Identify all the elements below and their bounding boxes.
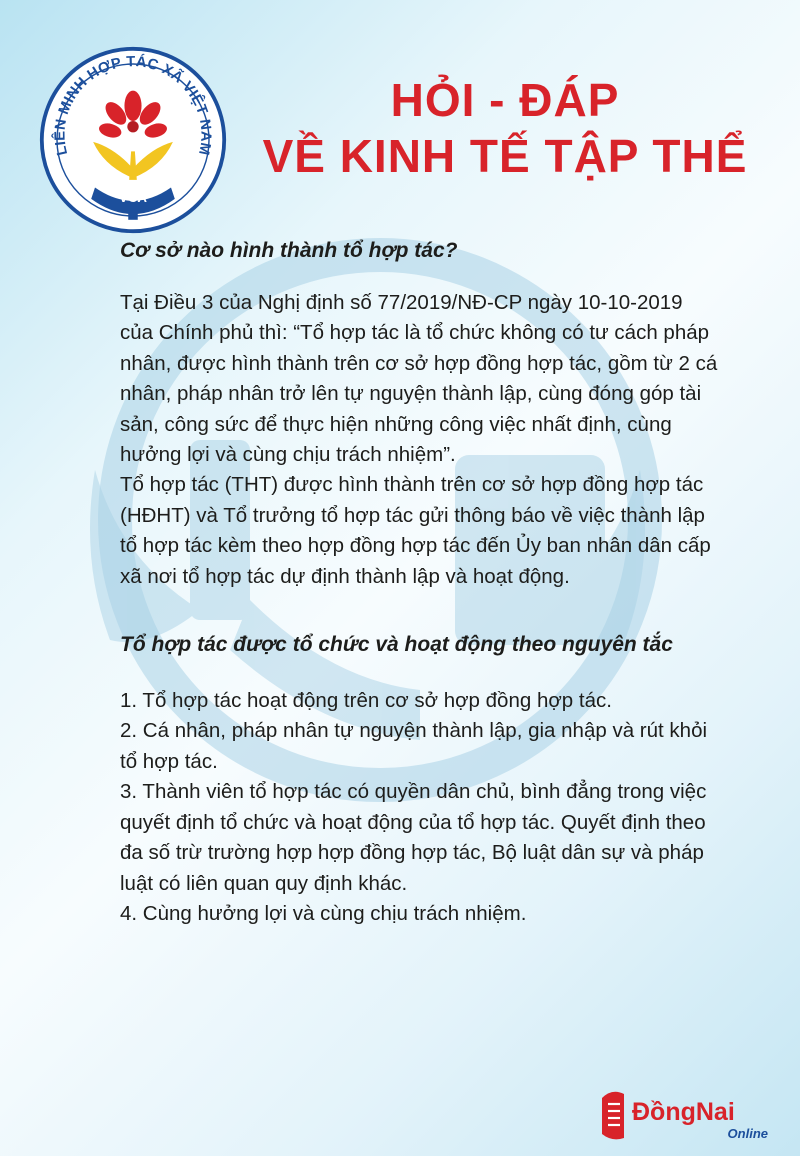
title-line-1: HỎI - ĐÁP: [390, 74, 620, 126]
brand-name: ĐồngNai: [632, 1098, 735, 1126]
logo-ring-text: LIÊN MINH HỢP TÁC XÃ VIỆT NAM: [52, 54, 214, 157]
brand-mark-icon: [602, 1092, 624, 1140]
answer-1-paragraph-2: Tổ hợp tác (THT) được hình thành trên cơ sở hợp đồng hợp tác (HĐHT) và Tổ trưởng tổ hợp tác gửi thông báo về việc thành lập tổ hợp tác kèm theo hợp đồng hợp tác đến Ủy ban nhân dân cấp xã nơi tổ hợp tác dự định thành lập và hoạt động.: [120, 473, 711, 588]
question-1: Cơ sở nào hình thành tổ hợp tác?: [120, 239, 458, 262]
page-title: [245, 72, 765, 184]
principle-item-4: 4. Cùng hưởng lợi và cùng chịu trách nhiệm.: [120, 901, 527, 925]
title-line-2: VỀ KINH TẾ TẬP THỂ: [262, 130, 748, 182]
principle-item-1: 1. Tổ hợp tác hoạt động trên cơ sở hợp đồng hợp tác.: [120, 689, 612, 713]
logo-abbr: VCA: [118, 189, 148, 205]
brand-sub: Online: [727, 1126, 768, 1141]
question-2: Tổ hợp tác được tổ chức và hoạt động theo nguyên tắc: [120, 633, 673, 657]
principle-item-2: 2. Cá nhân, pháp nhân tự nguyện thành lập, gia nhập và rút khỏi tổ hợp tác.: [120, 719, 708, 773]
article-body: [120, 236, 720, 929]
vca-logo: [38, 45, 228, 235]
answer-1-paragraph-1: Tại Điều 3 của Nghị định số 77/2019/NĐ-CP ngày 10-10-2019 của Chính phủ thì: “Tổ hợp tác là tổ chức không có tư cách pháp nhân, được hình thành trên cơ sở hợp đồng hợp tác, gồm từ 2 cá nhân, pháp nhân trở lên tự nguyện thành lập, cùng đóng góp tài sản, công sức để thực hiện những công việc nhất định, cùng hưởng lợi và cùng chịu trách nhiệm”.: [120, 291, 718, 467]
dongnai-online-logo: [598, 1086, 773, 1144]
principle-item-3: 3. Thành viên tổ hợp tác có quyền dân chủ, bình đẳng trong việc quyết định tổ chức và hoạt động của tổ hợp tác. Quyết định theo đa số trừ trường hợp hợp đồng hợp tác, Bộ luật dân sự và pháp luật có liên quan quy định khác.: [120, 780, 707, 895]
